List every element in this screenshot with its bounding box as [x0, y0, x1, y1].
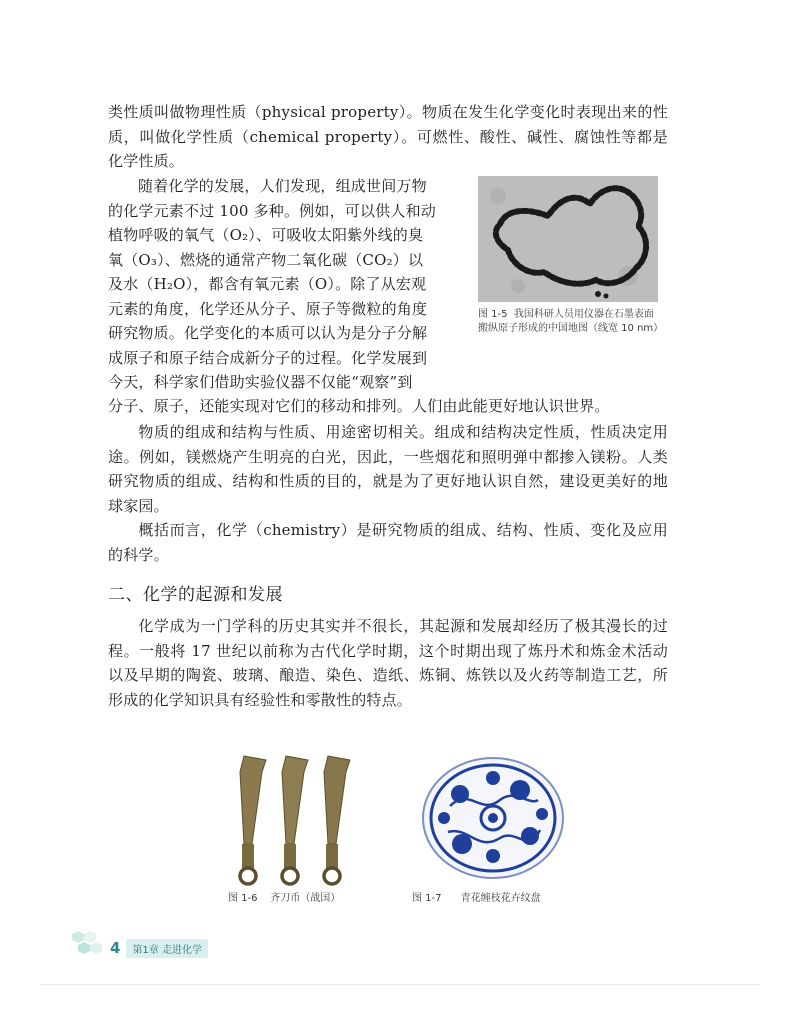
paragraph-4: 概括而言，化学（chemistry）是研究物质的组成、结构、性质、变化及应用的科学。 [108, 521, 668, 564]
paragraph-3: 物质的组成和结构与性质、用途密切相关。组成和结构决定性质，性质决定用途。例如，镁燃烧产生明亮的白光，因此，一些烟花和照明弹中都掺入镁粉。人类研究物质的组成、结构和性质的目的，就是为了更好地认识自然，建设更美好的地球家园。 [108, 423, 668, 515]
hexagon-decoration-icon [68, 925, 108, 965]
figure-1-7-text: 青花缠枝花卉纹盘 [460, 893, 541, 904]
page-number: 4 [110, 939, 121, 957]
p2-line-6: 元素的角度，化学还从分子、原子等微粒的角度 [108, 299, 428, 318]
p2-line-7: 研究物质。化学变化的本质可以认为是分子分解 [108, 324, 428, 342]
figure-1-5-text: 我国科研人员用仪器在石墨表面搬纵原子形成的中国地图（线宽 10 nm） [478, 309, 664, 334]
p2-line-9: 今天，科学家们借助实验仪器不仅能“观察”到 [108, 373, 413, 391]
section-heading: 二、化学的起源和发展 [108, 585, 283, 605]
paragraph-2-tail: 分子、原子，还能实现对它们的移动和排列。人们由此能更好地认识世界。 [108, 397, 610, 415]
p2-line-2: 的化学元素不过 100 多种。例如，可以供人和动 [108, 201, 436, 220]
p2-line-8: 成原子和原子结合成新分子的过程。化学发展到 [108, 348, 428, 367]
chapter-tag: 第1章 走进化学 [126, 939, 208, 958]
figure-1-7-caption [412, 892, 541, 906]
figure-1-6-text: 齐刀币（战国） [270, 893, 341, 904]
p2-line-5: 及水（H₂O），都含有氧元素（O）。除了从宏观 [108, 275, 427, 293]
figure-1-5-label: 图 1-5 [478, 309, 508, 320]
figure-1-7-label: 图 1-7 [412, 893, 442, 904]
figure-1-5-image [478, 176, 658, 302]
figure-1-6-label: 图 1-6 [228, 893, 258, 904]
paragraph-1: 类性质叫做物理性质（physical property）。物质在发生化学变化时表现出来的性质，叫做化学性质（chemical property）。可燃性、酸性、碱性、腐蚀性等都是化学性质。 [108, 103, 668, 170]
paragraph-5: 化学成为一门学科的历史其实并不很长，其起源和发展却经历了极其漫长的过程。一般将 17 世纪以前称为古代化学时期，这个时期出现了炼丹术和炼金术活动以及早期的陶瓷、玻璃、酿造、染色、造纸、炼铜、炼铁以及火药等制造工艺，所形成的化学知识具有经验性和零散性的特点。 [108, 617, 668, 709]
figure-1-7-image [420, 756, 566, 880]
paragraph-2 [108, 174, 460, 395]
figure-1-6-caption [228, 892, 340, 906]
page-footer [68, 937, 208, 959]
footer-divider [40, 984, 760, 985]
figure-1-5-caption [478, 308, 664, 336]
p2-line-4: 氧（O₃）、燃烧的通常产物二氧化碳（CO₂）以 [108, 250, 424, 269]
figure-1-6-image [222, 752, 372, 892]
p2-line-1: 随着化学的发展，人们发现，组成世间万物 [138, 177, 427, 195]
p2-line-3: 植物呼吸的氧气（O₂）、可吸收太阳紫外线的臭 [108, 226, 424, 244]
